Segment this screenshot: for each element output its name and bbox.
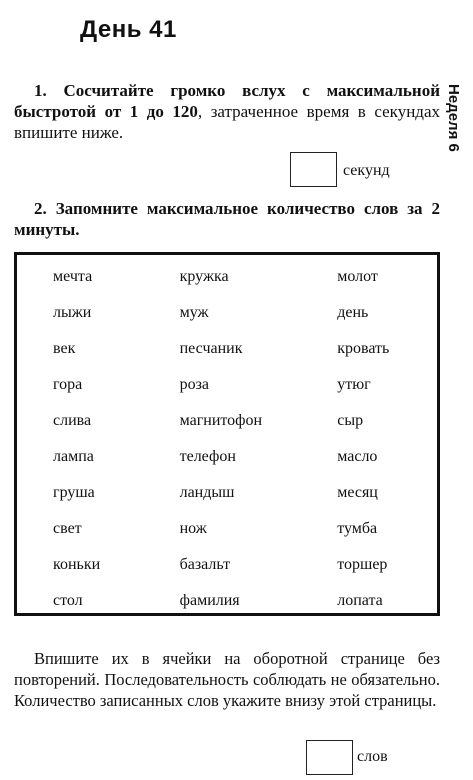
task-2-text [14, 198, 440, 240]
word-cell: молот [337, 268, 378, 285]
word-cell: день [337, 304, 369, 321]
word-cell: телефон [179, 448, 236, 465]
word-row [53, 403, 437, 439]
task-1-bold: 1. Сосчитайте громко вслух с максимальной быстротой от 1 до 120 [14, 81, 440, 121]
word-cell: груша [53, 484, 95, 501]
word-row [53, 331, 437, 367]
word-cell: гора [53, 376, 83, 393]
word-cell: торшер [337, 556, 388, 573]
word-cell: стол [53, 592, 83, 609]
word-cell: утюг [337, 376, 371, 393]
word-row [53, 475, 437, 511]
word-cell: базальт [179, 556, 231, 573]
word-cell: сыр [337, 412, 364, 429]
word-cell: лыжи [53, 304, 92, 321]
words-unit-label: слов [357, 748, 388, 765]
word-cell: песчаник [179, 340, 243, 357]
words-answer-box[interactable] [306, 740, 353, 775]
task-2-bold: 2. Запомните максимальное количество слов за 2 минуты. [14, 199, 440, 239]
week-label: Неделя 6 [445, 84, 462, 152]
word-cell: мечта [53, 268, 93, 285]
word-cell: коньки [53, 556, 101, 573]
word-row [53, 259, 437, 295]
word-cell: роза [179, 376, 210, 393]
word-cell: тумба [337, 520, 378, 537]
word-cell: слива [53, 412, 92, 429]
word-cell: ландыш [179, 484, 235, 501]
seconds-unit-label: секунд [343, 162, 390, 179]
word-cell: фамилия [179, 592, 240, 609]
word-cell: век [53, 340, 76, 357]
word-row [53, 295, 437, 331]
word-grid [53, 259, 437, 619]
word-cell: нож [179, 520, 207, 537]
seconds-answer-box[interactable] [290, 152, 337, 187]
task-1-normal: , затраченное время в секундах впишите ниже. [14, 102, 440, 142]
word-row [53, 511, 437, 547]
word-row [53, 439, 437, 475]
word-cell: лампа [53, 448, 94, 465]
word-cell: лопата [337, 592, 383, 609]
word-table [14, 252, 440, 616]
word-cell: свет [53, 520, 82, 537]
task-1-text [14, 80, 440, 143]
word-cell: кровать [337, 340, 390, 357]
page-title: День 41 [80, 16, 177, 43]
word-cell: кружка [179, 268, 229, 285]
word-cell: магнитофон [179, 412, 263, 429]
instructions-text: Впишите их в ячейки на оборотной странице без повторений. Последовательность соблюдать не обязательно. Количество записанных слов укажите внизу этой страницы. [14, 649, 440, 710]
word-cell: масло [337, 448, 378, 465]
word-cell: муж [179, 304, 209, 321]
word-row [53, 583, 437, 619]
word-cell: месяц [337, 484, 378, 501]
word-row [53, 367, 437, 403]
word-row [53, 547, 437, 583]
